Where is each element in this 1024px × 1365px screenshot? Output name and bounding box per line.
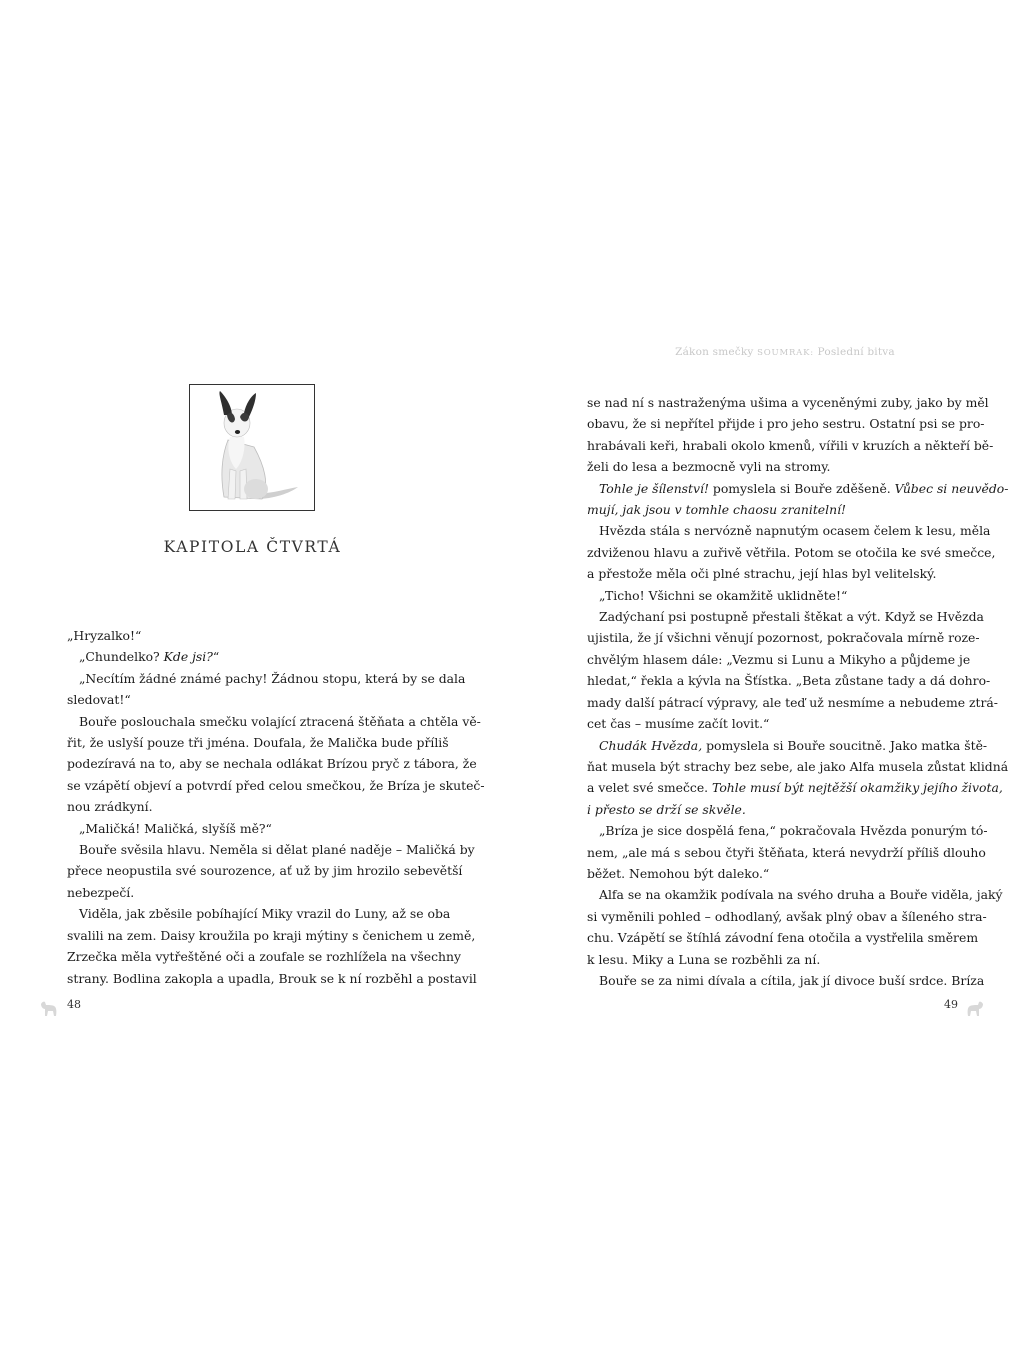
text-segment: chu. Vzápětí se štíhlá závodní fena otočila a vystřelila směrem xyxy=(587,930,979,946)
text-segment: Alfa se na okamžik podívala na svého druha a Bouře viděla, jaký xyxy=(599,887,1003,903)
text-line xyxy=(587,970,985,991)
text-segment: se vzápětí objeví a potvrdí před celou smečkou, že Bríza je skuteč- xyxy=(67,777,485,793)
text-line xyxy=(587,563,957,584)
text-line xyxy=(67,925,476,946)
text-line xyxy=(587,585,957,606)
text-segment: cet čas – musíme začít lovit.“ xyxy=(587,716,770,732)
italic-segment: Tohle je šílenství! xyxy=(599,480,709,496)
text-segment: a přestože měla oči plné strachu, její hlas byl velitelský. xyxy=(587,566,937,582)
text-segment: ujistila, že jí všichni věnují pozornost, pokračovala mírně roze- xyxy=(587,630,980,646)
text-segment: Bouře se za nimi dívala a cítila, jak jí divoce buší srdce. Bríza xyxy=(599,972,985,988)
text-line xyxy=(587,756,1009,777)
page-number-right: 49 xyxy=(944,998,958,1011)
text-line xyxy=(67,646,439,667)
text-segment: Viděla, jak zběsile pobíhající Miky vrazil do Luny, až se oba xyxy=(79,906,451,922)
text-segment: pomyslela si Bouře zděšeně. xyxy=(708,480,895,496)
right-page-body xyxy=(587,392,1009,991)
left-page-body xyxy=(67,625,485,989)
text-segment: “ xyxy=(212,649,220,665)
italic-segment: Chudák Hvězda, xyxy=(599,737,703,753)
text-line xyxy=(67,711,481,732)
text-line xyxy=(587,799,957,820)
text-segment: a velet své smečce. xyxy=(587,780,713,796)
text-line xyxy=(587,777,1003,798)
running-header xyxy=(675,346,895,358)
text-segment: Zrzečka měla vytřeštěné oči a zoufale se rozhlížela na všechny xyxy=(67,949,461,965)
text-segment: nem, „ale má s sebou čtyři štěňata, která nevydrží příliš dlouho xyxy=(587,844,986,860)
text-segment: Bouře svěsila hlavu. Neměla si dělat plané naděje – Maličká by xyxy=(79,842,475,858)
text-line xyxy=(587,713,957,734)
text-segment: „Hryzalko!“ xyxy=(67,628,142,643)
text-segment: nou zrádkyní. xyxy=(67,799,153,815)
text-segment: „Bríza je sice dospělá fena,“ pokračovala Hvězda ponurým tó- xyxy=(599,823,988,839)
italic-segment: mují, jak jsou v tomhle chaosu zranitelní! xyxy=(587,502,847,518)
text-line xyxy=(67,625,439,646)
text-segment: „Chundelko? xyxy=(79,649,164,665)
text-segment: běžet. Nemohou být daleko.“ xyxy=(587,865,770,881)
text-line xyxy=(587,456,957,477)
text-line xyxy=(587,863,957,884)
italic-segment: Vůbec si neuvědo- xyxy=(894,480,1009,496)
italic-segment: Tohle musí být nejtěžší okamžiky jejího života, xyxy=(712,780,1003,796)
text-line xyxy=(587,735,988,756)
text-segment: chvělým hlasem dále: „Vezmu si Lunu a Mikyho a půjdeme je xyxy=(587,651,971,667)
text-line xyxy=(67,839,475,860)
text-line xyxy=(587,820,988,841)
text-line xyxy=(587,927,979,948)
text-line xyxy=(67,668,466,689)
text-line xyxy=(587,606,984,627)
text-line xyxy=(587,906,987,927)
running-header-series: SOUMRAK: xyxy=(757,348,814,358)
text-line xyxy=(67,689,439,710)
text-segment: „Ticho! Všichni se okamžitě uklidněte!“ xyxy=(599,587,848,603)
text-line xyxy=(67,818,439,839)
text-line xyxy=(67,968,477,989)
text-segment: svalili na zem. Daisy kroužila po kraji mýtiny s čenichem u země, xyxy=(67,927,476,943)
dog-silhouette-icon xyxy=(38,996,60,1018)
dog-silhouette-icon xyxy=(964,996,986,1018)
text-line xyxy=(587,520,991,541)
page-number-left: 48 xyxy=(67,998,81,1011)
text-segment: přece neopustila své sourozence, ať už by jim hrozilo sebevětší xyxy=(67,863,463,879)
text-line xyxy=(587,542,996,563)
italic-segment: i přesto se drží se skvěle. xyxy=(587,801,746,817)
text-line xyxy=(587,949,957,970)
running-header-subtitle: Poslední bitva xyxy=(817,346,895,358)
text-line xyxy=(587,435,994,456)
dog-sitting-illustration xyxy=(189,384,315,511)
text-segment: Bouře poslouchala smečku volající ztracená štěňata a chtěla vě- xyxy=(79,713,481,729)
text-segment: „Maličká! Maličká, slyšíš mě?“ xyxy=(79,820,272,836)
text-segment: nebezpečí. xyxy=(67,884,135,900)
text-line xyxy=(587,692,998,713)
text-segment: hrabávali keři, hrabali okolo kmenů, vířili v kruzích a někteří bě- xyxy=(587,437,994,453)
text-segment: strany. Bodlina zakopla a upadla, Brouk se k ní rozběhl a postavil xyxy=(67,970,477,986)
text-line xyxy=(587,884,1003,905)
text-segment: sledovat!“ xyxy=(67,692,131,708)
text-line xyxy=(587,649,971,670)
text-line xyxy=(67,882,439,903)
text-segment: pomyslela si Bouře soucitně. Jako matka ště- xyxy=(702,737,988,753)
text-segment: si vyměnili pohled – odhodlaný, avšak plný obav a šíleného stra- xyxy=(587,908,987,924)
text-line xyxy=(67,753,477,774)
text-segment: se nad ní s nastraženýma ušima a vyceněnými zuby, jako by měl xyxy=(587,395,989,410)
italic-segment: Kde jsi? xyxy=(163,649,213,665)
text-segment: „Necítím žádné známé pachy! Žádnou stopu, která by se dala xyxy=(79,670,466,686)
text-line xyxy=(587,499,957,520)
text-segment: zdviženou hlavu a zuřivě větřila. Potom se otočila ke své smečce, xyxy=(587,544,996,560)
text-line xyxy=(587,670,991,691)
text-segment: podezíravá na to, aby se nechala odlákat Brízou pryč z tábora, že xyxy=(67,756,477,772)
text-line xyxy=(587,413,985,434)
text-segment: Zadýchaní psi postupně přestali štěkat a výt. Když se Hvězda xyxy=(599,609,984,625)
text-segment: hledat,“ řekla a kývla na Šťístka. „Beta zůstane tady a dá dohro- xyxy=(587,673,991,689)
text-line xyxy=(67,860,463,881)
text-line xyxy=(67,732,449,753)
text-line xyxy=(67,775,485,796)
running-header-prefix: Zákon smečky xyxy=(675,346,754,358)
text-segment: želi do lesa a bezmocně vyli na stromy. xyxy=(587,459,831,475)
text-line xyxy=(587,392,989,413)
text-line xyxy=(67,946,461,967)
text-line xyxy=(67,796,439,817)
text-segment: Hvězda stála s nervózně napnutým ocasem čelem k lesu, měla xyxy=(599,523,991,539)
chapter-title: KAPITOLA ČTVRTÁ xyxy=(163,538,342,556)
text-segment: k lesu. Miky a Luna se rozběhli za ní. xyxy=(587,951,821,967)
text-segment: ňat musela být strachy bez sebe, ale jako Alfa musela zůstat klidná xyxy=(587,758,1009,774)
dog-illustration-svg xyxy=(190,385,313,509)
text-segment: řit, že uslyší pouze tři jména. Doufala, že Malička bude příliš xyxy=(67,735,449,751)
text-line xyxy=(67,903,451,924)
text-line xyxy=(587,627,980,648)
text-segment: obavu, že si nepřítel přijde i pro jeho sestru. Ostatní psi se pro- xyxy=(587,416,985,432)
text-line xyxy=(587,478,1009,499)
text-line xyxy=(587,842,986,863)
text-segment: mady další pátrací výpravy, ale teď už nesmíme a nebudeme ztrá- xyxy=(587,694,998,710)
